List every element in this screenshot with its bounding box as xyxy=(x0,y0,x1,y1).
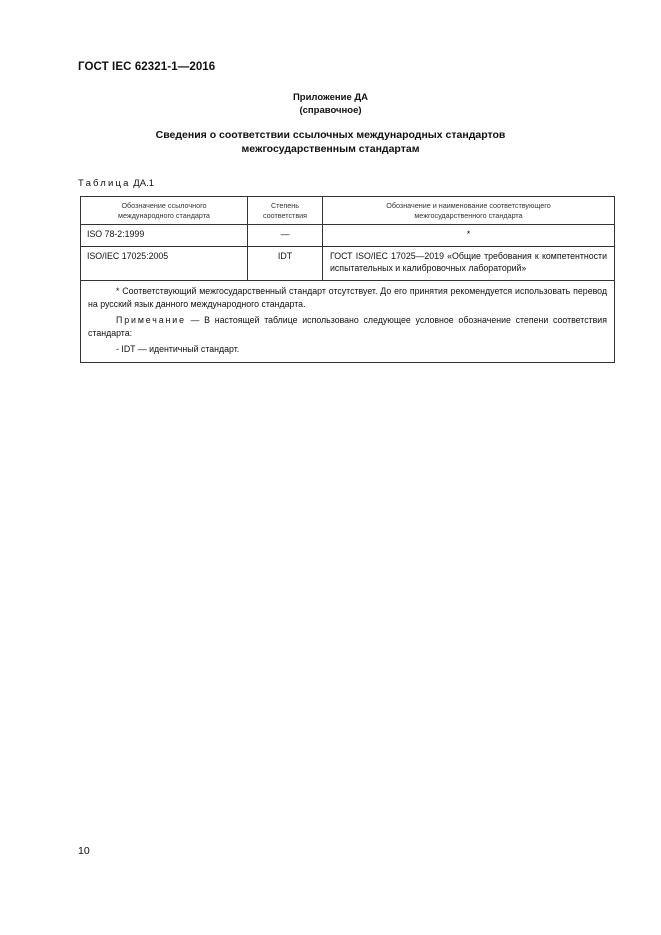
column-header-degree-line-2: соответствия xyxy=(262,210,308,220)
note-text: — В настоящей таблице использовано следующее условное обозначение степени соответствия стандарта: xyxy=(88,315,607,338)
page-number: 10 xyxy=(78,845,90,857)
table-caption xyxy=(78,178,154,189)
degree-cell: IDT xyxy=(248,247,323,281)
interstate-cell: * xyxy=(323,225,615,247)
note-label: Примечание xyxy=(116,315,186,325)
column-header-interstate-line-2: межгосударственного стандарта xyxy=(414,210,523,220)
note-list-item: - IDT — идентичный стандарт. xyxy=(116,344,240,354)
interstate-cell: ГОСТ ISO/IEC 17025—2019 «Общие требования к компетентности испытательных и калибровочных лабораторий» xyxy=(323,247,615,281)
reference-cell: ISO 78-2:1999 xyxy=(81,225,248,247)
column-header-interstate-line-1: Обозначение и наименование соответствующего xyxy=(386,200,551,210)
table-row xyxy=(81,247,615,281)
table-caption-label: Таблица xyxy=(78,178,131,189)
column-header-reference xyxy=(81,197,248,225)
table-header-row xyxy=(81,197,615,225)
annex-title: Приложение ДА xyxy=(292,92,369,103)
table-caption-number: ДА.1 xyxy=(133,178,154,189)
annex-kind: (справочное) xyxy=(299,105,362,116)
column-header-degree-line-1: Степень xyxy=(270,200,299,210)
degree-cell: — xyxy=(248,225,323,247)
standard-header: ГОСТ IEC 62321-1—2016 xyxy=(78,61,216,73)
table-footnote: * Соответствующий межгосударственный стандарт отсутствует. До его принятия рекомендуется использовать перевод на русский язык данного международного стандарта. xyxy=(88,286,607,309)
column-header-degree xyxy=(248,197,323,225)
table-notes-row xyxy=(81,281,615,363)
table-note xyxy=(88,314,607,340)
correspondence-table xyxy=(80,196,615,363)
annex-heading-line-1: Сведения о соответствии ссылочных международных стандартов xyxy=(155,129,506,141)
annex-heading-line-2: межгосударственным стандартам xyxy=(241,142,420,155)
table-row xyxy=(81,225,615,247)
reference-cell: ISO/IEC 17025:2005 xyxy=(81,247,248,281)
annex-heading xyxy=(0,129,661,156)
column-header-reference-line-2: международного стандарта xyxy=(118,210,210,220)
table-notes-cell xyxy=(81,281,615,363)
column-header-interstate xyxy=(323,197,615,225)
column-header-reference-line-1: Обозначение ссылочного xyxy=(121,200,207,210)
